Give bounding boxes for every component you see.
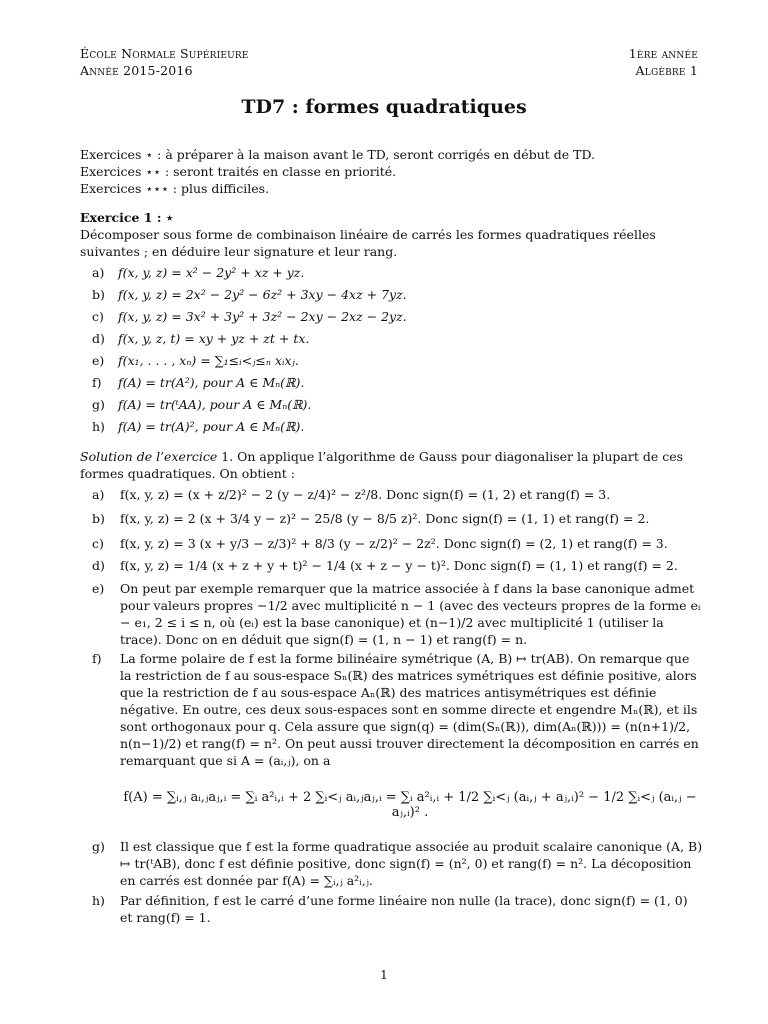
- legend-line-2: Exercices ⋆⋆ : seront traités en classe en priorité.: [80, 164, 397, 179]
- header-level: 1ère année: [628, 46, 698, 61]
- solution-item-c: [92, 535, 704, 552]
- header-course: Algèbre 1: [635, 63, 698, 78]
- item-formula: f(x, y, z, t) = xy + yz + zt + tx.: [118, 331, 310, 346]
- exercise-heading: Exercice 1 : ⋆: [80, 210, 174, 225]
- item-formula: f(x₁, . . . , xₙ) = ∑₁≤ᵢ<ⱼ≤ₙ xᵢxⱼ.: [118, 353, 299, 368]
- item-formula: f(x, y, z) = 3x² + 3y² + 3z² − 2xy − 2xz − 2yz.: [118, 309, 407, 324]
- exercise-item-c: [92, 308, 700, 325]
- item-label: g): [92, 397, 105, 412]
- legend-line-1: Exercices ⋆ : à préparer à la maison avant le TD, seront corrigés en début de TD.: [80, 147, 596, 162]
- exercise-item-b: [92, 286, 700, 303]
- solution-intro: [80, 448, 700, 482]
- exercise-statement: Décomposer sous forme de combinaison linéaire de carrés les formes quadratiques réelles suivantes ; en déduire leur signature et leur rang.: [80, 227, 656, 259]
- item-text: La forme polaire de f est la forme bilinéaire symétrique (A, B) ↦ tr(AB). On remarque que la restriction de f au sous-espace Sₙ(ℝ) des matrices symétriques est définie positive, alors que la restriction de f au sous-espace Aₙ(ℝ) des matrices antisymétriques est définie négative. En outre, ces deux sous-espaces sont en somme directe et engendre Mₙ(ℝ), et ils sont orthogonaux pour q. Cela assure que sign(q) = (dim(Sₙ(ℝ)), dim(Aₙ(ℝ))) = (n(n+1)/2, n(n−1)/2) et rang(f) = n². On peut aussi trouver directement la décomposition en carrés en remarquant que si A = (aᵢ,ⱼ), on a: [120, 651, 699, 768]
- solution-item-a: [92, 486, 704, 503]
- solution-item-d: [92, 557, 704, 574]
- item-label: h): [92, 893, 105, 908]
- exercise-item-h: [92, 418, 700, 435]
- item-label: e): [92, 353, 105, 368]
- item-label: d): [92, 558, 105, 573]
- item-label: d): [92, 331, 105, 346]
- legend-line-3: Exercices ⋆⋆⋆ : plus difficiles.: [80, 181, 270, 196]
- item-label: c): [92, 309, 104, 324]
- exercise-item-f: [92, 374, 700, 391]
- exercise-item-e: [92, 352, 700, 369]
- item-text: f(x, y, z) = 2 (x + 3/4 y − z)² − 25/8 (y − 8/5 z)². Donc sign(f) = (1, 1) et rang(f) = 2.: [120, 511, 650, 526]
- solution-intro-text: 1. On applique l’algorithme de Gauss pour diagonaliser la plupart de ces formes quadratiques. On obtient :: [80, 449, 684, 481]
- item-formula: f(x, y, z) = 2x² − 2y² − 6z² + 3xy − 4xz + 7yz.: [118, 287, 407, 302]
- item-text: f(x, y, z) = (x + z/2)² − 2 (y − z/4)² − z²/8. Donc sign(f) = (1, 2) et rang(f) = 3.: [120, 487, 611, 502]
- item-label: b): [92, 287, 105, 302]
- solution-label: Solution de l’exercice: [80, 449, 218, 464]
- exercise-item-d: [92, 330, 700, 347]
- header-school: École Normale Supérieure: [80, 46, 249, 61]
- item-label: b): [92, 511, 105, 526]
- item-label: g): [92, 839, 105, 854]
- item-text: f(x, y, z) = 3 (x + y/3 − z/3)² + 8/3 (y − z/2)² − 2z². Donc sign(f) = (2, 1) et rang(f) = 3.: [120, 536, 668, 551]
- item-text: Il est classique que f est la forme quadratique associée au produit scalaire canonique (A, B) ↦ tr(ᵗAB), donc f est définie positive, donc sign(f) = (n², 0) et rang(f) = n². La décoposition en carrés est donnée par f(A) = ∑ᵢ,ⱼ a²ᵢ,ⱼ.: [120, 839, 703, 888]
- exercise-item-a: [92, 264, 700, 281]
- item-label: h): [92, 419, 105, 434]
- item-formula: f(A) = tr(A²), pour A ∈ Mₙ(ℝ).: [118, 375, 305, 390]
- solution-item-f: [92, 650, 704, 769]
- page-number: 1: [380, 968, 388, 982]
- item-label: f): [92, 651, 102, 666]
- item-formula: f(A) = tr(A)², pour A ∈ Mₙ(ℝ).: [118, 419, 305, 434]
- solution-item-h: [92, 892, 704, 926]
- item-formula: f(A) = tr(ᵗAA), pour A ∈ Mₙ(ℝ).: [118, 397, 312, 412]
- item-label: a): [92, 265, 105, 280]
- header-year: Année 2015-2016: [80, 63, 193, 78]
- item-label: a): [92, 487, 105, 502]
- item-text: f(x, y, z) = 1/4 (x + z + y + t)² − 1/4 (x + z − y − t)². Donc sign(f) = (1, 1) et rang(f) = 2.: [120, 558, 678, 573]
- solution-item-b: [92, 510, 704, 527]
- item-text: On peut par exemple remarquer que la matrice associée à f dans la base canonique admet pour valeurs propres −1/2 avec multiplicité n − 1 (avec des vecteurs propres de la forme eᵢ − e₁, 2 ≤ i ≤ n, où (eᵢ) est la base canonique) et (n−1)/2 avec multiplicité 1 (utiliser la trace). Donc on en déduit que sign(f) = (1, n − 1) et rang(f) = n.: [120, 581, 701, 647]
- item-label: e): [92, 581, 105, 596]
- page-title: TD7 : formes quadratiques: [241, 96, 527, 118]
- solution-item-e: [92, 580, 704, 648]
- solution-item-g: [92, 838, 704, 889]
- item-label: f): [92, 375, 102, 390]
- exercise-item-g: [92, 396, 700, 413]
- item-label: c): [92, 536, 104, 551]
- item-text: Par définition, f est le carré d’une forme linéaire non nulle (la trace), donc sign(f) = (1, 0) et rang(f) = 1.: [120, 893, 688, 925]
- item-formula: f(x, y, z) = x² − 2y² + xz + yz.: [118, 265, 305, 280]
- display-equation: f(A) = ∑ᵢ,ⱼ aᵢ,ⱼaⱼ,ᵢ = ∑ᵢ a²ᵢ,ᵢ + 2 ∑ᵢ<ⱼ aᵢ,ⱼaⱼ,ᵢ = ∑ᵢ a²ᵢ,ᵢ + 1/2 ∑ᵢ<ⱼ (aᵢ,ⱼ + aⱼ,ᵢ)² − 1/2 ∑ᵢ<ⱼ (aᵢ,ⱼ − aⱼ,ᵢ)² .: [123, 790, 697, 820]
